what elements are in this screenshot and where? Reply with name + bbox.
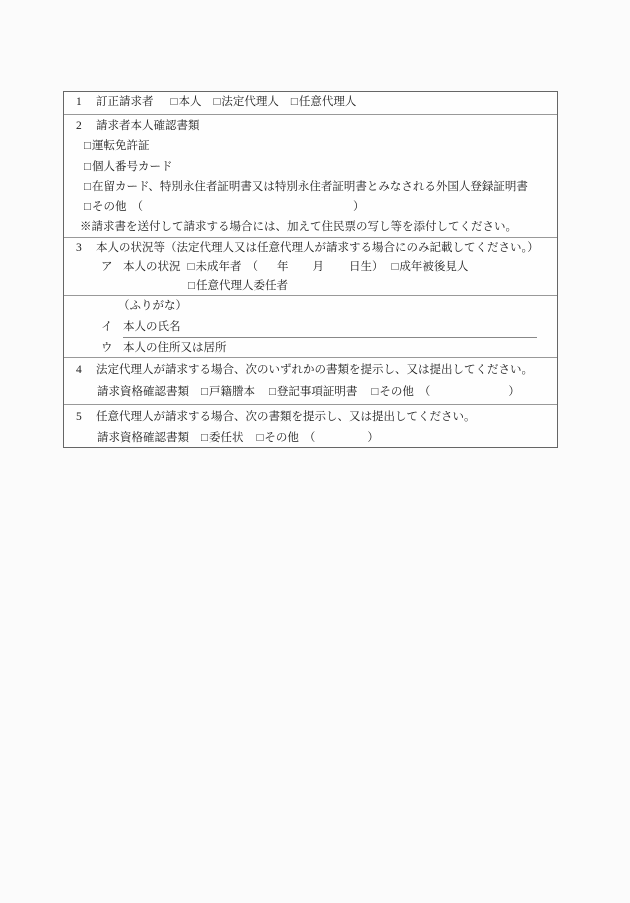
checkbox-icon: □ (84, 160, 91, 173)
form-table (63, 91, 558, 448)
paren-open: （ (303, 431, 316, 444)
item-kana-i: イ (101, 320, 113, 333)
checkbox-icon: □ (84, 180, 91, 193)
section-5-title-line (64, 407, 557, 428)
checkbox-option-family-register[interactable] (201, 386, 255, 398)
option-label: 任意代理人委任者 (195, 280, 288, 292)
honnin-address-line (64, 338, 557, 357)
option-label: 運転免許証 (91, 140, 150, 153)
option-label: 本人 (178, 96, 202, 108)
checkbox-option-voluntary-delegator[interactable] (64, 277, 557, 295)
option-label: 委任状 (208, 431, 244, 444)
year-label: 年 (276, 261, 289, 273)
section-2-row (64, 114, 557, 237)
honnin-name-line (64, 317, 557, 339)
option-label: 戸籍謄本 (208, 385, 255, 398)
section-4-docs-line (64, 382, 557, 404)
honnin-name-field[interactable] (123, 317, 537, 339)
checkbox-icon: □ (170, 96, 178, 108)
checkbox-option-power-of-attorney[interactable] (201, 432, 243, 444)
status-label: 本人の状況 (123, 261, 181, 273)
section-1-row (64, 92, 557, 114)
section-3-row (64, 237, 557, 295)
checkbox-option-other[interactable] (256, 432, 298, 444)
checkbox-icon: □ (201, 431, 208, 444)
option-label: 法定代理人 (221, 96, 279, 108)
paren-close: ） (367, 431, 379, 444)
section-4-row (64, 357, 557, 404)
checkbox-option-registration-certificate[interactable] (269, 386, 357, 398)
checkbox-icon: □ (391, 261, 399, 273)
section-title: 法定代理人が請求する場合、次のいずれかの書類を提示し、又は提出してください。 (96, 364, 533, 376)
checkbox-icon: □ (188, 280, 195, 292)
checkbox-option-other[interactable] (371, 386, 413, 398)
section-number: 3 (76, 242, 82, 254)
field-label: 本人の氏名 (123, 320, 181, 333)
option-label: 在留カード、特別永住者証明書又は特別永住者証明書とみなされる外国人登録証明書 (91, 180, 528, 193)
mailing-note: ※請求書を送付して請求する場合には、加えて住民票の写し等を添付してください。 (80, 221, 517, 234)
checkbox-icon: □ (201, 385, 208, 398)
paren-close: ） (508, 385, 520, 398)
checkbox-icon: □ (256, 431, 264, 444)
option-label: 任意代理人 (298, 96, 357, 108)
checkbox-icon: □ (268, 385, 276, 398)
honnin-address-field[interactable] (123, 338, 537, 357)
paren-open: （ (246, 261, 258, 273)
paren-close: ） (352, 201, 365, 214)
checkbox-icon: □ (213, 96, 221, 108)
section-3-title-line (64, 239, 557, 258)
item-kana-u: ウ (101, 342, 113, 355)
checkbox-option-drivers-license[interactable] (64, 136, 557, 156)
section-1-title-line (64, 92, 557, 113)
checkbox-option-legal-representative[interactable] (213, 96, 278, 108)
option-label: 個人番号カード (91, 160, 173, 173)
section-number: 5 (76, 411, 82, 423)
day-born-label: 日生） (348, 261, 384, 273)
checkbox-option-voluntary-representative[interactable] (291, 96, 356, 108)
section-title: 本人の状況等（法定代理人又は任意代理人が請求する場合にのみ記載してください。） (96, 242, 539, 254)
checkbox-option-mynumber-card[interactable] (64, 157, 557, 177)
option-label: 未成年者 (195, 261, 242, 273)
docs-label: 請求資格確認書類 (97, 431, 189, 444)
checkbox-icon: □ (84, 140, 91, 153)
section-title: 任意代理人が請求する場合、次の書類を提示し、又は提出してください。 (96, 411, 476, 423)
checkbox-icon: □ (84, 201, 91, 214)
docs-label: 請求資格確認書類 (97, 385, 189, 398)
honnin-status-line (64, 258, 557, 277)
option-label: その他 (264, 431, 299, 444)
furigana-label: （ふりがな） (118, 300, 187, 312)
section-3-fields-row (64, 295, 557, 357)
checkbox-option-honnin[interactable] (171, 96, 202, 108)
paren-open: （ (131, 201, 143, 214)
section-5-row (64, 404, 557, 448)
checkbox-icon: □ (371, 385, 379, 398)
checkbox-option-residence-card[interactable] (64, 177, 557, 197)
checkbox-icon: □ (187, 261, 195, 273)
section-title: 請求者本人確認書類 (96, 120, 200, 132)
paren-open: （ (418, 385, 431, 398)
section-5-docs-line (64, 428, 557, 449)
section-2-title-line (64, 116, 557, 136)
checkbox-option-minor[interactable] (188, 261, 242, 273)
checkbox-option-adult-ward[interactable] (391, 261, 468, 273)
section-4-title-line (64, 360, 557, 382)
month-label: 月 (312, 261, 324, 273)
section-number: 4 (76, 364, 82, 376)
option-label: 登記事項証明書 (276, 385, 358, 398)
item-kana-a: ア (101, 261, 113, 273)
checkbox-icon: □ (290, 96, 298, 108)
option-label: その他 (379, 385, 414, 398)
section-title: 訂正請求者 (96, 96, 154, 108)
option-label: 成年被後見人 (399, 261, 469, 273)
checkbox-option-other[interactable] (64, 197, 557, 217)
section-number: 2 (76, 120, 82, 132)
option-label: その他 (91, 201, 127, 214)
field-label: 本人の住所又は居所 (123, 342, 227, 355)
section-number: 1 (76, 96, 82, 108)
